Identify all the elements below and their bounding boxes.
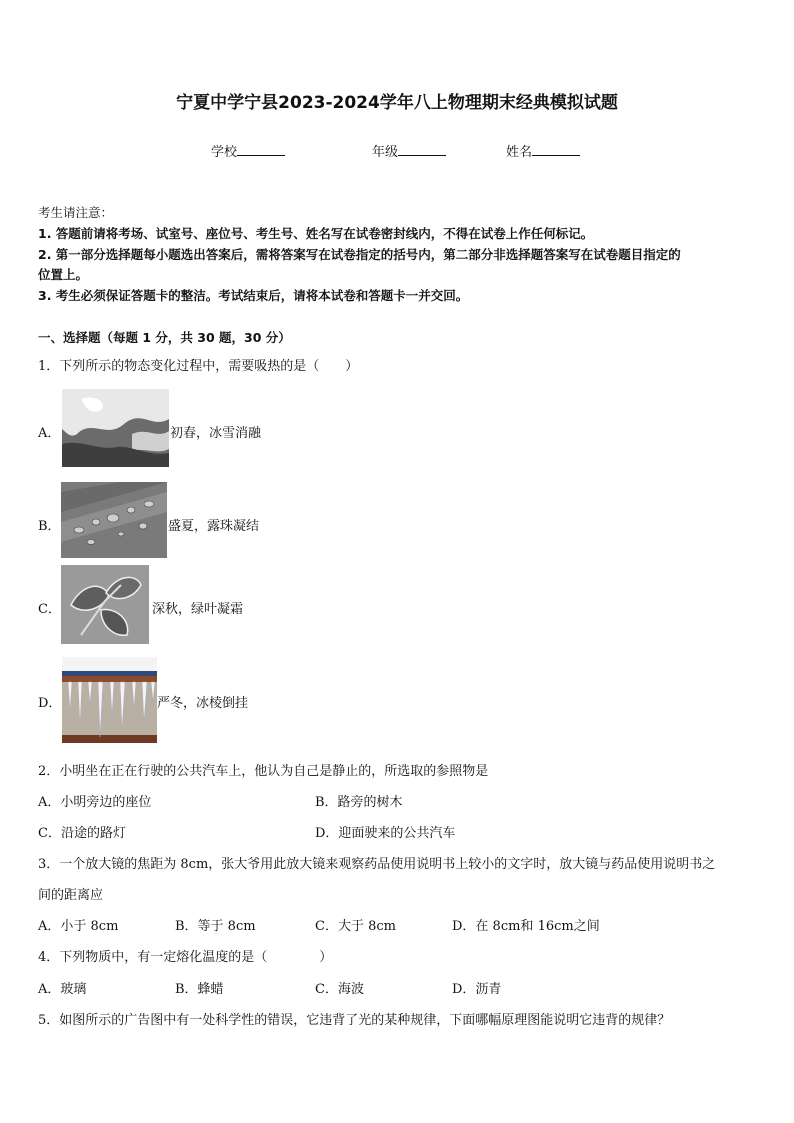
- dew-drops-image: [61, 482, 167, 558]
- name-field: [506, 141, 580, 160]
- section-heading: 一、选择题（每题 1 分，共 30 题，30 分）: [38, 330, 291, 345]
- q3-option-a: A．小于 8cm: [38, 919, 119, 934]
- notice-item-3: 3. 考生必须保证答题卡的整洁。考试结束后，请将本试卷和答题卡一并交回。: [38, 288, 469, 303]
- q1-option-c-text: 深秋，绿叶凝霜: [152, 602, 244, 617]
- name-label: 姓名: [506, 145, 533, 160]
- grade-field: [372, 141, 446, 160]
- q3-option-b: B．等于 8cm: [175, 919, 256, 934]
- q4-option-a: A．玻璃: [38, 982, 87, 997]
- notice-item-2: 2. 第一部分选择题每小题选出答案后，需将答案写在试卷指定的括号内，第二部分非选择题答案写在试卷题目指定的: [38, 247, 681, 262]
- q2-option-a: A．小明旁边的座位: [38, 795, 152, 810]
- question-5-stem: 5．如图所示的广告图中有一处科学性的错误，它违背了光的某种规律，下面哪幅原理图能说明它违背的规律？: [38, 1013, 671, 1028]
- question-4-stem: 4．下列物质中，有一定熔化温度的是（ ）: [38, 950, 333, 965]
- grade-blank: [398, 143, 446, 156]
- q3-option-d: D．在 8cm和 16cm之间: [452, 919, 600, 934]
- question-1-stem: 1．下列所示的物态变化过程中，需要吸热的是（ ）: [38, 359, 359, 374]
- name-blank: [532, 143, 580, 156]
- school-field: [211, 141, 285, 160]
- q4-option-d: D．沥青: [452, 982, 502, 997]
- school-blank: [237, 143, 285, 156]
- ice-melting-image: [62, 389, 169, 467]
- school-label: 学校: [211, 145, 238, 160]
- q2-option-d: D．迎面驶来的公共汽车: [315, 826, 456, 841]
- question-3-stem-cont: 间的距离应: [38, 888, 104, 903]
- q1-option-b-letter: B．: [38, 519, 61, 534]
- question-2-stem: 2．小明坐在正在行驶的公共汽车上，他认为自己是静止的，所选取的参照物是: [38, 764, 489, 779]
- q4-option-c: C．海波: [315, 982, 364, 997]
- q2-option-c: C．沿途的路灯: [38, 826, 126, 841]
- notice-item-1: 1. 答题前请将考场、试室号、座位号、考生号、姓名写在试卷密封线内，不得在试卷上作任何标记。: [38, 226, 594, 241]
- q1-option-b-text: 盛夏，露珠凝结: [168, 519, 260, 534]
- grade-label: 年级: [372, 145, 399, 160]
- q1-option-a-letter: A．: [38, 426, 61, 441]
- exam-title: 宁夏中学宁县2023-2024学年八上物理期末经典模拟试题: [176, 93, 618, 113]
- icicles-image: [62, 657, 157, 743]
- q1-option-d-text: 严冬，冰棱倒挂: [157, 696, 249, 711]
- notice-item-2-cont: 位置上。: [38, 267, 89, 282]
- q4-option-b: B．蜂蜡: [175, 982, 224, 997]
- q1-option-d-letter: D．: [38, 696, 62, 711]
- frost-leaves-image: [61, 565, 149, 644]
- q1-option-a-text: 初春，冰雪消融: [170, 426, 262, 441]
- q2-option-b: B．路旁的树木: [315, 795, 403, 810]
- question-3-stem: 3．一个放大镜的焦距为 8cm，张大爷用此放大镜来观察药品使用说明书上较小的文字时，放大镜与药品使用说明书之: [38, 857, 716, 872]
- q1-option-c-letter: C．: [38, 602, 61, 617]
- q3-option-c: C．大于 8cm: [315, 919, 396, 934]
- notice-heading: 考生请注意：: [38, 205, 114, 220]
